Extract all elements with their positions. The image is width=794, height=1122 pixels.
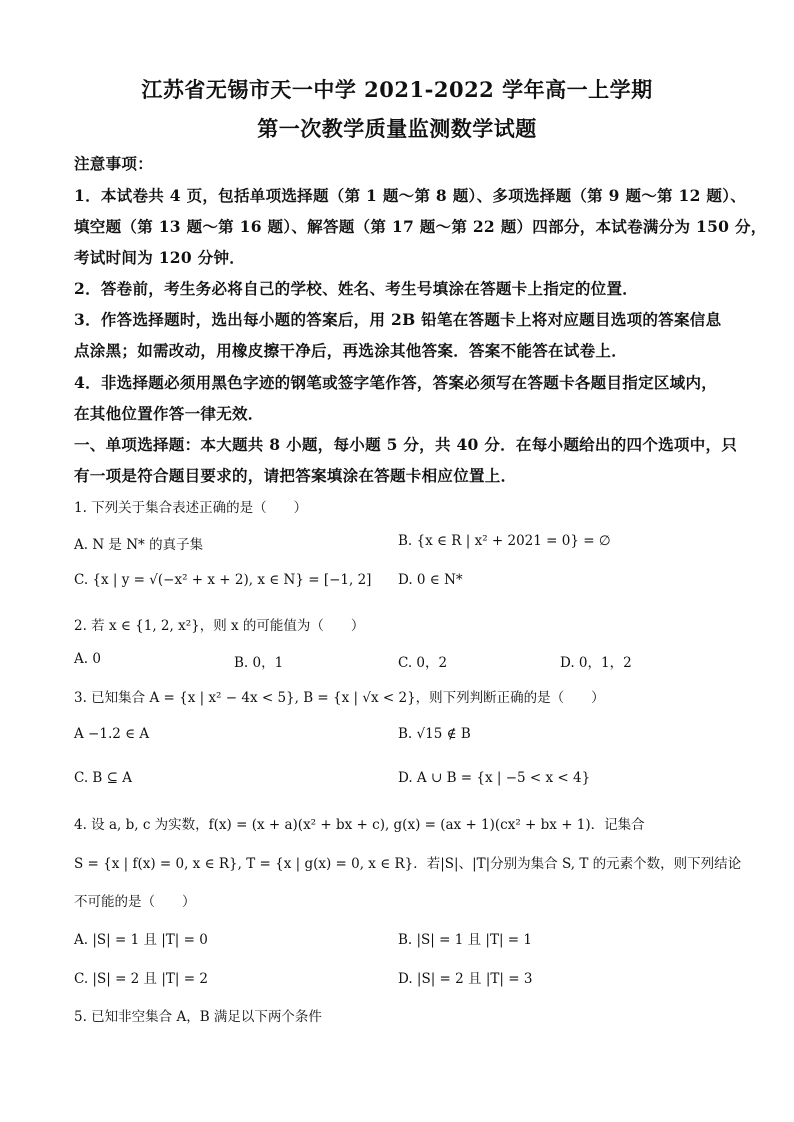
exam-title: 江苏省无锡市天一中学 2021-2022 学年高一上学期 [141,77,653,102]
question-4-option-a: A. |S| = 1 且 |T| = 0 [74,932,208,948]
question-4-option-b: B. |S| = 1 且 |T| = 1 [398,932,532,948]
question-3-option-b: B. √15 ∉ B [398,726,471,742]
section-heading: 一、单项选择题：本大题共 8 小题，每小题 5 分，共 40 分．在每小题给出的四个选项中，只 [74,435,738,454]
notice-line: 3．作答选择题时，选出每小题的答案后，用 2B 铅笔在答题卡上将对应题目选项的答案信息 [74,310,722,329]
question-4-option-d: D. |S| = 2 且 |T| = 3 [398,971,533,987]
question-1-option-d: D. 0 ∈ N* [398,572,463,588]
question-2-option-c: C. 0，2 [398,655,448,671]
question-3-stem: 3. 已知集合 A = {x | x² − 4x < 5}, B = {x | √x < 2}，则下列判断正确的是（ ） [74,690,605,706]
notice-line: 4．非选择题必须用黑色字迹的钢笔或签字笔作答，答案必须写在答题卡各题目指定区域内， [74,373,718,392]
notice-line: 1．本试卷共 4 页，包括单项选择题（第 1 题～第 8 题）、多项选择题（第 9 题～第 12 题）、 [74,186,747,205]
notice-heading: 注意事项： [74,154,154,173]
section-heading: 有一项是符合题目要求的，请把答案填涂在答题卡相应位置上． [74,466,517,485]
question-4-option-c: C. |S| = 2 且 |T| = 2 [74,971,208,987]
exam-subtitle: 第一次教学质量监测数学试题 [257,116,537,141]
question-4-stem: 4. 设 a, b, c 为实数，f(x) = (x + a)(x² + bx + c), g(x) = (ax + 1)(cx² + bx + 1)．记集合 [74,817,645,833]
notice-line: 点涂黑；如需改动，用橡皮擦干净后，再选涂其他答案．答案不能答在试卷上． [74,341,628,360]
question-1-stem: 1. 下列关于集合表述正确的是（ ） [74,500,308,516]
notice-line: 考试时间为 120 分钟． [74,248,246,267]
question-1-option-a: A. N 是 N* 的真子集 [74,537,204,553]
question-1-option-b: B. {x ∈ R | x² + 2021 = 0} = ∅ [398,533,611,549]
question-3-option-d: D. A ∪ B = {x | −5 < x < 4} [398,770,591,786]
notice-line: 2．答卷前，考生务必将自己的学校、姓名、考生号填涂在答题卡上指定的位置． [74,279,639,298]
question-2-option-d: D. 0，1，2 [560,655,632,671]
notice-line: 在其他位置作答一律无效． [74,404,264,423]
question-3-option-c: C. B ⊆ A [74,770,132,786]
question-2-option-a: A. 0 [74,651,101,667]
question-2-option-b: B. 0，1 [234,655,284,671]
question-1-option-c: C. {x | y = √(−x² + x + 2), x ∈ N} = [−1, 2] [74,572,372,588]
question-4-stem: S = {x | f(x) = 0, x ∈ R}, T = {x | g(x) = 0, x ∈ R}．若|S|、|T|分别为集合 S, T 的元素个数，则下列结论 [74,856,742,872]
question-3-option-a: A −1.2 ∈ A [74,726,150,742]
question-2-stem: 2. 若 x ∈ {1, 2, x²}，则 x 的可能值为（ ） [74,618,365,634]
notice-line: 填空题（第 13 题～第 16 题）、解答题（第 17 题～第 22 题）四部分，本试卷满分为 150 分， [74,217,767,236]
question-4-stem: 不可能的是（ ） [74,894,196,910]
question-5-stem: 5. 已知非空集合 A，B 满足以下两个条件 [74,1009,322,1025]
